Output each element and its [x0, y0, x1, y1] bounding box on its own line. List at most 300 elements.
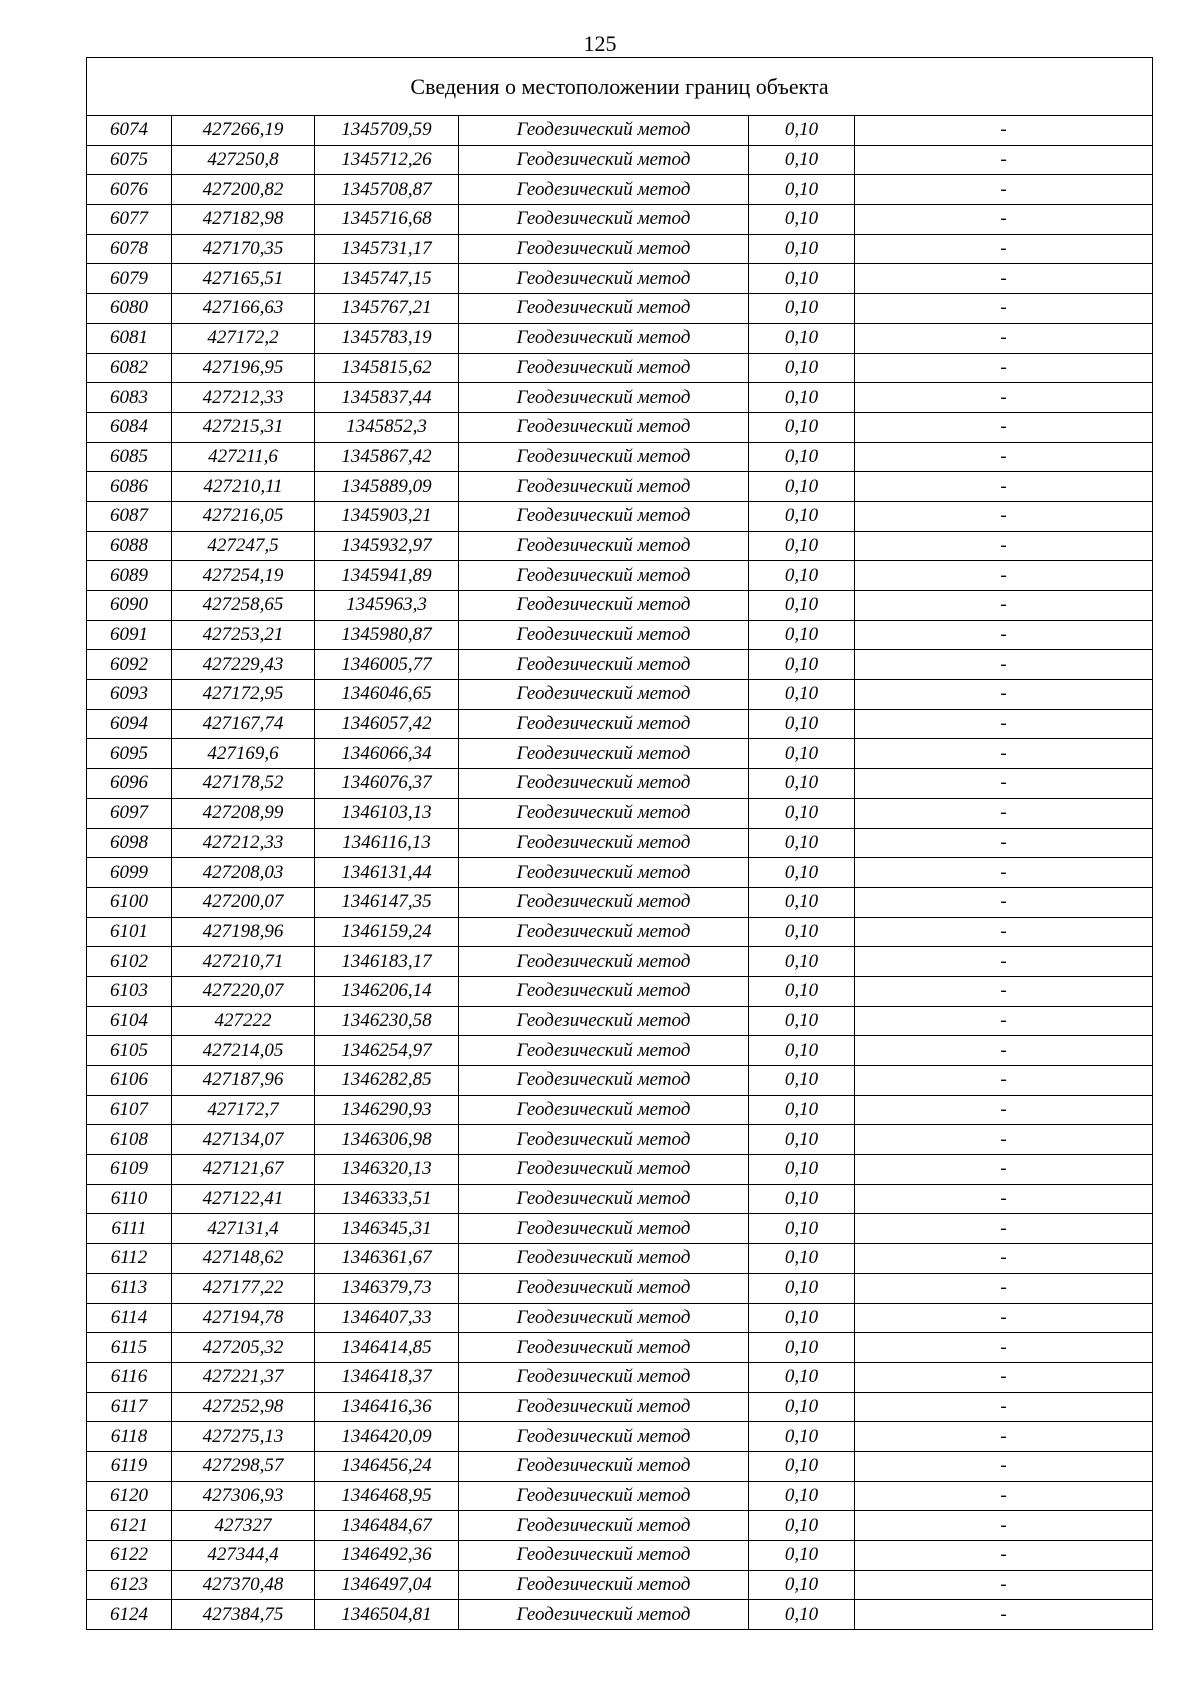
description-cell: - — [855, 887, 1153, 917]
table-row — [87, 501, 1153, 531]
y-coordinate-cell: 1346320,13 — [315, 1155, 459, 1185]
x-coordinate-cell: 427306,93 — [172, 1481, 315, 1511]
y-coordinate-cell: 1346183,17 — [315, 947, 459, 977]
table-row — [87, 1481, 1153, 1511]
point-number-cell: 6105 — [87, 1036, 172, 1066]
description-cell: - — [855, 947, 1153, 977]
accuracy-cell: 0,10 — [749, 501, 855, 531]
method-cell: Геодезический метод — [459, 383, 749, 413]
x-coordinate-cell: 427172,95 — [172, 680, 315, 710]
description-cell: - — [855, 858, 1153, 888]
table-row — [87, 1006, 1153, 1036]
point-number-cell: 6119 — [87, 1451, 172, 1481]
table-row — [87, 234, 1153, 264]
accuracy-cell: 0,10 — [749, 1570, 855, 1600]
table-row — [87, 1333, 1153, 1363]
table-row — [87, 175, 1153, 205]
description-cell: - — [855, 680, 1153, 710]
table-row — [87, 561, 1153, 591]
point-number-cell: 6109 — [87, 1155, 172, 1185]
x-coordinate-cell: 427200,07 — [172, 887, 315, 917]
table-row — [87, 472, 1153, 502]
y-coordinate-cell: 1345889,09 — [315, 472, 459, 502]
description-cell: - — [855, 1273, 1153, 1303]
accuracy-cell: 0,10 — [749, 620, 855, 650]
point-number-cell: 6082 — [87, 353, 172, 383]
accuracy-cell: 0,10 — [749, 294, 855, 324]
x-coordinate-cell: 427327 — [172, 1511, 315, 1541]
point-number-cell: 6122 — [87, 1541, 172, 1571]
y-coordinate-cell: 1346076,37 — [315, 769, 459, 799]
accuracy-cell: 0,10 — [749, 976, 855, 1006]
description-cell: - — [855, 175, 1153, 205]
x-coordinate-cell: 427194,78 — [172, 1303, 315, 1333]
accuracy-cell: 0,10 — [749, 1214, 855, 1244]
point-number-cell: 6123 — [87, 1570, 172, 1600]
y-coordinate-cell: 1345731,17 — [315, 234, 459, 264]
table-row — [87, 1066, 1153, 1096]
point-number-cell: 6116 — [87, 1362, 172, 1392]
method-cell: Геодезический метод — [459, 1125, 749, 1155]
y-coordinate-cell: 1346345,31 — [315, 1214, 459, 1244]
x-coordinate-cell: 427169,6 — [172, 739, 315, 769]
point-number-cell: 6074 — [87, 116, 172, 146]
description-cell: - — [855, 917, 1153, 947]
table-row — [87, 976, 1153, 1006]
table-row — [87, 650, 1153, 680]
table-row — [87, 680, 1153, 710]
method-cell: Геодезический метод — [459, 175, 749, 205]
method-cell: Геодезический метод — [459, 1303, 749, 1333]
table-row — [87, 769, 1153, 799]
accuracy-cell: 0,10 — [749, 680, 855, 710]
method-cell: Геодезический метод — [459, 1600, 749, 1630]
table-row — [87, 442, 1153, 472]
y-coordinate-cell: 1345747,15 — [315, 264, 459, 294]
point-number-cell: 6106 — [87, 1066, 172, 1096]
description-cell: - — [855, 294, 1153, 324]
accuracy-cell: 0,10 — [749, 472, 855, 502]
x-coordinate-cell: 427298,57 — [172, 1451, 315, 1481]
x-coordinate-cell: 427200,82 — [172, 175, 315, 205]
table-row — [87, 1273, 1153, 1303]
x-coordinate-cell: 427172,7 — [172, 1095, 315, 1125]
table-row — [87, 739, 1153, 769]
accuracy-cell: 0,10 — [749, 264, 855, 294]
description-cell: - — [855, 739, 1153, 769]
description-cell: - — [855, 620, 1153, 650]
method-cell: Геодезический метод — [459, 739, 749, 769]
description-cell: - — [855, 353, 1153, 383]
description-cell: - — [855, 501, 1153, 531]
y-coordinate-cell: 1346131,44 — [315, 858, 459, 888]
y-coordinate-cell: 1346379,73 — [315, 1273, 459, 1303]
method-cell: Геодезический метод — [459, 1570, 749, 1600]
method-cell: Геодезический метод — [459, 1214, 749, 1244]
table-row — [87, 353, 1153, 383]
point-number-cell: 6118 — [87, 1422, 172, 1452]
description-cell: - — [855, 591, 1153, 621]
point-number-cell: 6097 — [87, 798, 172, 828]
table-row — [87, 620, 1153, 650]
table-row — [87, 1036, 1153, 1066]
accuracy-cell: 0,10 — [749, 442, 855, 472]
x-coordinate-cell: 427344,4 — [172, 1541, 315, 1571]
description-cell: - — [855, 1125, 1153, 1155]
point-number-cell: 6115 — [87, 1333, 172, 1363]
x-coordinate-cell: 427220,07 — [172, 976, 315, 1006]
x-coordinate-cell: 427210,11 — [172, 472, 315, 502]
y-coordinate-cell: 1346005,77 — [315, 650, 459, 680]
description-cell: - — [855, 412, 1153, 442]
method-cell: Геодезический метод — [459, 561, 749, 591]
point-number-cell: 6104 — [87, 1006, 172, 1036]
point-number-cell: 6112 — [87, 1244, 172, 1274]
table-row — [87, 1184, 1153, 1214]
description-cell: - — [855, 1006, 1153, 1036]
y-coordinate-cell: 1346057,42 — [315, 709, 459, 739]
accuracy-cell: 0,10 — [749, 175, 855, 205]
accuracy-cell: 0,10 — [749, 116, 855, 146]
method-cell: Геодезический метод — [459, 976, 749, 1006]
point-number-cell: 6100 — [87, 887, 172, 917]
method-cell: Геодезический метод — [459, 353, 749, 383]
accuracy-cell: 0,10 — [749, 353, 855, 383]
x-coordinate-cell: 427166,63 — [172, 294, 315, 324]
method-cell: Геодезический метод — [459, 1511, 749, 1541]
description-cell: - — [855, 976, 1153, 1006]
method-cell: Геодезический метод — [459, 145, 749, 175]
method-cell: Геодезический метод — [459, 1095, 749, 1125]
x-coordinate-cell: 427165,51 — [172, 264, 315, 294]
accuracy-cell: 0,10 — [749, 1451, 855, 1481]
y-coordinate-cell: 1345932,97 — [315, 531, 459, 561]
method-cell: Геодезический метод — [459, 1333, 749, 1363]
x-coordinate-cell: 427253,21 — [172, 620, 315, 650]
method-cell: Геодезический метод — [459, 1273, 749, 1303]
table-row — [87, 412, 1153, 442]
method-cell: Геодезический метод — [459, 1481, 749, 1511]
x-coordinate-cell: 427172,2 — [172, 323, 315, 353]
accuracy-cell: 0,10 — [749, 1006, 855, 1036]
x-coordinate-cell: 427208,03 — [172, 858, 315, 888]
y-coordinate-cell: 1346504,81 — [315, 1600, 459, 1630]
accuracy-cell: 0,10 — [749, 739, 855, 769]
point-number-cell: 6101 — [87, 917, 172, 947]
table-row — [87, 1244, 1153, 1274]
y-coordinate-cell: 1345815,62 — [315, 353, 459, 383]
table-row — [87, 116, 1153, 146]
description-cell: - — [855, 769, 1153, 799]
y-coordinate-cell: 1346492,36 — [315, 1541, 459, 1571]
y-coordinate-cell: 1345963,3 — [315, 591, 459, 621]
accuracy-cell: 0,10 — [749, 887, 855, 917]
point-number-cell: 6078 — [87, 234, 172, 264]
accuracy-cell: 0,10 — [749, 1392, 855, 1422]
method-cell: Геодезический метод — [459, 591, 749, 621]
point-number-cell: 6096 — [87, 769, 172, 799]
x-coordinate-cell: 427229,43 — [172, 650, 315, 680]
accuracy-cell: 0,10 — [749, 917, 855, 947]
x-coordinate-cell: 427222 — [172, 1006, 315, 1036]
x-coordinate-cell: 427122,41 — [172, 1184, 315, 1214]
point-number-cell: 6111 — [87, 1214, 172, 1244]
x-coordinate-cell: 427384,75 — [172, 1600, 315, 1630]
y-coordinate-cell: 1346282,85 — [315, 1066, 459, 1096]
x-coordinate-cell: 427215,31 — [172, 412, 315, 442]
description-cell: - — [855, 1422, 1153, 1452]
y-coordinate-cell: 1346416,36 — [315, 1392, 459, 1422]
y-coordinate-cell: 1345941,89 — [315, 561, 459, 591]
y-coordinate-cell: 1346418,37 — [315, 1362, 459, 1392]
table-row — [87, 1392, 1153, 1422]
y-coordinate-cell: 1346066,34 — [315, 739, 459, 769]
description-cell: - — [855, 1570, 1153, 1600]
table-row — [87, 323, 1153, 353]
accuracy-cell: 0,10 — [749, 145, 855, 175]
description-cell: - — [855, 798, 1153, 828]
x-coordinate-cell: 427187,96 — [172, 1066, 315, 1096]
method-cell: Геодезический метод — [459, 1244, 749, 1274]
table-row — [87, 947, 1153, 977]
table-row — [87, 858, 1153, 888]
y-coordinate-cell: 1346407,33 — [315, 1303, 459, 1333]
page-number: 125 — [583, 31, 617, 56]
point-number-cell: 6084 — [87, 412, 172, 442]
method-cell: Геодезический метод — [459, 234, 749, 264]
accuracy-cell: 0,10 — [749, 947, 855, 977]
table-row — [87, 531, 1153, 561]
point-number-cell: 6076 — [87, 175, 172, 205]
y-coordinate-cell: 1345980,87 — [315, 620, 459, 650]
point-number-cell: 6090 — [87, 591, 172, 621]
table-row — [87, 1451, 1153, 1481]
point-number-cell: 6088 — [87, 531, 172, 561]
method-cell: Геодезический метод — [459, 323, 749, 353]
y-coordinate-cell: 1346147,35 — [315, 887, 459, 917]
accuracy-cell: 0,10 — [749, 1184, 855, 1214]
point-number-cell: 6085 — [87, 442, 172, 472]
table-row — [87, 294, 1153, 324]
table-row — [87, 383, 1153, 413]
table-row — [87, 887, 1153, 917]
description-cell: - — [855, 531, 1153, 561]
accuracy-cell: 0,10 — [749, 1095, 855, 1125]
method-cell: Геодезический метод — [459, 264, 749, 294]
description-cell: - — [855, 472, 1153, 502]
y-coordinate-cell: 1346230,58 — [315, 1006, 459, 1036]
point-number-cell: 6095 — [87, 739, 172, 769]
y-coordinate-cell: 1346333,51 — [315, 1184, 459, 1214]
table-row — [87, 828, 1153, 858]
y-coordinate-cell: 1346290,93 — [315, 1095, 459, 1125]
x-coordinate-cell: 427250,8 — [172, 145, 315, 175]
accuracy-cell: 0,10 — [749, 769, 855, 799]
y-coordinate-cell: 1345783,19 — [315, 323, 459, 353]
y-coordinate-cell: 1346414,85 — [315, 1333, 459, 1363]
description-cell: - — [855, 1541, 1153, 1571]
accuracy-cell: 0,10 — [749, 323, 855, 353]
accuracy-cell: 0,10 — [749, 412, 855, 442]
accuracy-cell: 0,10 — [749, 1244, 855, 1274]
method-cell: Геодезический метод — [459, 1362, 749, 1392]
x-coordinate-cell: 427208,99 — [172, 798, 315, 828]
method-cell: Геодезический метод — [459, 887, 749, 917]
table-row — [87, 264, 1153, 294]
method-cell: Геодезический метод — [459, 650, 749, 680]
point-number-cell: 6083 — [87, 383, 172, 413]
method-cell: Геодезический метод — [459, 680, 749, 710]
description-cell: - — [855, 1184, 1153, 1214]
point-number-cell: 6094 — [87, 709, 172, 739]
accuracy-cell: 0,10 — [749, 1303, 855, 1333]
table-row — [87, 1095, 1153, 1125]
y-coordinate-cell: 1345709,59 — [315, 116, 459, 146]
description-cell: - — [855, 1303, 1153, 1333]
point-number-cell: 6108 — [87, 1125, 172, 1155]
method-cell: Геодезический метод — [459, 917, 749, 947]
point-number-cell: 6093 — [87, 680, 172, 710]
y-coordinate-cell: 1346206,14 — [315, 976, 459, 1006]
table-row — [87, 1570, 1153, 1600]
method-cell: Геодезический метод — [459, 116, 749, 146]
x-coordinate-cell: 427252,98 — [172, 1392, 315, 1422]
point-number-cell: 6107 — [87, 1095, 172, 1125]
x-coordinate-cell: 427196,95 — [172, 353, 315, 383]
accuracy-cell: 0,10 — [749, 1422, 855, 1452]
accuracy-cell: 0,10 — [749, 858, 855, 888]
method-cell: Геодезический метод — [459, 1422, 749, 1452]
description-cell: - — [855, 234, 1153, 264]
table-row — [87, 709, 1153, 739]
x-coordinate-cell: 427275,13 — [172, 1422, 315, 1452]
y-coordinate-cell: 1346361,67 — [315, 1244, 459, 1274]
x-coordinate-cell: 427205,32 — [172, 1333, 315, 1363]
point-number-cell: 6121 — [87, 1511, 172, 1541]
point-number-cell: 6114 — [87, 1303, 172, 1333]
point-number-cell: 6117 — [87, 1392, 172, 1422]
description-cell: - — [855, 1600, 1153, 1630]
y-coordinate-cell: 1345712,26 — [315, 145, 459, 175]
method-cell: Геодезический метод — [459, 709, 749, 739]
description-cell: - — [855, 323, 1153, 353]
x-coordinate-cell: 427182,98 — [172, 205, 315, 235]
description-cell: - — [855, 1481, 1153, 1511]
accuracy-cell: 0,10 — [749, 1155, 855, 1185]
x-coordinate-cell: 427134,07 — [172, 1125, 315, 1155]
y-coordinate-cell: 1346306,98 — [315, 1125, 459, 1155]
accuracy-cell: 0,10 — [749, 1273, 855, 1303]
point-number-cell: 6092 — [87, 650, 172, 680]
table-row — [87, 1303, 1153, 1333]
point-number-cell: 6113 — [87, 1273, 172, 1303]
method-cell: Геодезический метод — [459, 858, 749, 888]
description-cell: - — [855, 1095, 1153, 1125]
x-coordinate-cell: 427148,62 — [172, 1244, 315, 1274]
method-cell: Геодезический метод — [459, 769, 749, 799]
description-cell: - — [855, 1362, 1153, 1392]
x-coordinate-cell: 427198,96 — [172, 917, 315, 947]
method-cell: Геодезический метод — [459, 442, 749, 472]
point-number-cell: 6103 — [87, 976, 172, 1006]
description-cell: - — [855, 145, 1153, 175]
x-coordinate-cell: 427170,35 — [172, 234, 315, 264]
table-row — [87, 917, 1153, 947]
method-cell: Геодезический метод — [459, 828, 749, 858]
table-row — [87, 1422, 1153, 1452]
method-cell: Геодезический метод — [459, 501, 749, 531]
method-cell: Геодезический метод — [459, 205, 749, 235]
description-cell: - — [855, 650, 1153, 680]
table-row — [87, 1214, 1153, 1244]
point-number-cell: 6124 — [87, 1600, 172, 1630]
point-number-cell: 6075 — [87, 145, 172, 175]
description-cell: - — [855, 1333, 1153, 1363]
method-cell: Геодезический метод — [459, 472, 749, 502]
point-number-cell: 6102 — [87, 947, 172, 977]
point-number-cell: 6086 — [87, 472, 172, 502]
x-coordinate-cell: 427214,05 — [172, 1036, 315, 1066]
table-row — [87, 205, 1153, 235]
accuracy-cell: 0,10 — [749, 1036, 855, 1066]
y-coordinate-cell: 1346254,97 — [315, 1036, 459, 1066]
description-cell: - — [855, 442, 1153, 472]
description-cell: - — [855, 1392, 1153, 1422]
accuracy-cell: 0,10 — [749, 234, 855, 264]
description-cell: - — [855, 1066, 1153, 1096]
boundary-coordinates-table — [86, 57, 1153, 1630]
x-coordinate-cell: 427266,19 — [172, 116, 315, 146]
y-coordinate-cell: 1346103,13 — [315, 798, 459, 828]
method-cell: Геодезический метод — [459, 947, 749, 977]
description-cell: - — [855, 1036, 1153, 1066]
x-coordinate-cell: 427177,22 — [172, 1273, 315, 1303]
description-cell: - — [855, 264, 1153, 294]
accuracy-cell: 0,10 — [749, 1541, 855, 1571]
description-cell: - — [855, 383, 1153, 413]
y-coordinate-cell: 1345708,87 — [315, 175, 459, 205]
point-number-cell: 6089 — [87, 561, 172, 591]
method-cell: Геодезический метод — [459, 1006, 749, 1036]
method-cell: Геодезический метод — [459, 412, 749, 442]
point-number-cell: 6087 — [87, 501, 172, 531]
point-number-cell: 6077 — [87, 205, 172, 235]
accuracy-cell: 0,10 — [749, 650, 855, 680]
x-coordinate-cell: 427247,5 — [172, 531, 315, 561]
description-cell: - — [855, 1244, 1153, 1274]
y-coordinate-cell: 1345867,42 — [315, 442, 459, 472]
method-cell: Геодезический метод — [459, 1066, 749, 1096]
y-coordinate-cell: 1346159,24 — [315, 917, 459, 947]
table-title-row — [87, 58, 1153, 116]
accuracy-cell: 0,10 — [749, 798, 855, 828]
x-coordinate-cell: 427221,37 — [172, 1362, 315, 1392]
y-coordinate-cell: 1346456,24 — [315, 1451, 459, 1481]
table-row — [87, 798, 1153, 828]
y-coordinate-cell: 1345837,44 — [315, 383, 459, 413]
table-row — [87, 1600, 1153, 1630]
x-coordinate-cell: 427121,67 — [172, 1155, 315, 1185]
x-coordinate-cell: 427211,6 — [172, 442, 315, 472]
point-number-cell: 6091 — [87, 620, 172, 650]
table-title: Сведения о местоположении границ объекта — [87, 58, 1153, 116]
x-coordinate-cell: 427212,33 — [172, 828, 315, 858]
method-cell: Геодезический метод — [459, 1392, 749, 1422]
y-coordinate-cell: 1346046,65 — [315, 680, 459, 710]
accuracy-cell: 0,10 — [749, 1511, 855, 1541]
x-coordinate-cell: 427370,48 — [172, 1570, 315, 1600]
y-coordinate-cell: 1346497,04 — [315, 1570, 459, 1600]
